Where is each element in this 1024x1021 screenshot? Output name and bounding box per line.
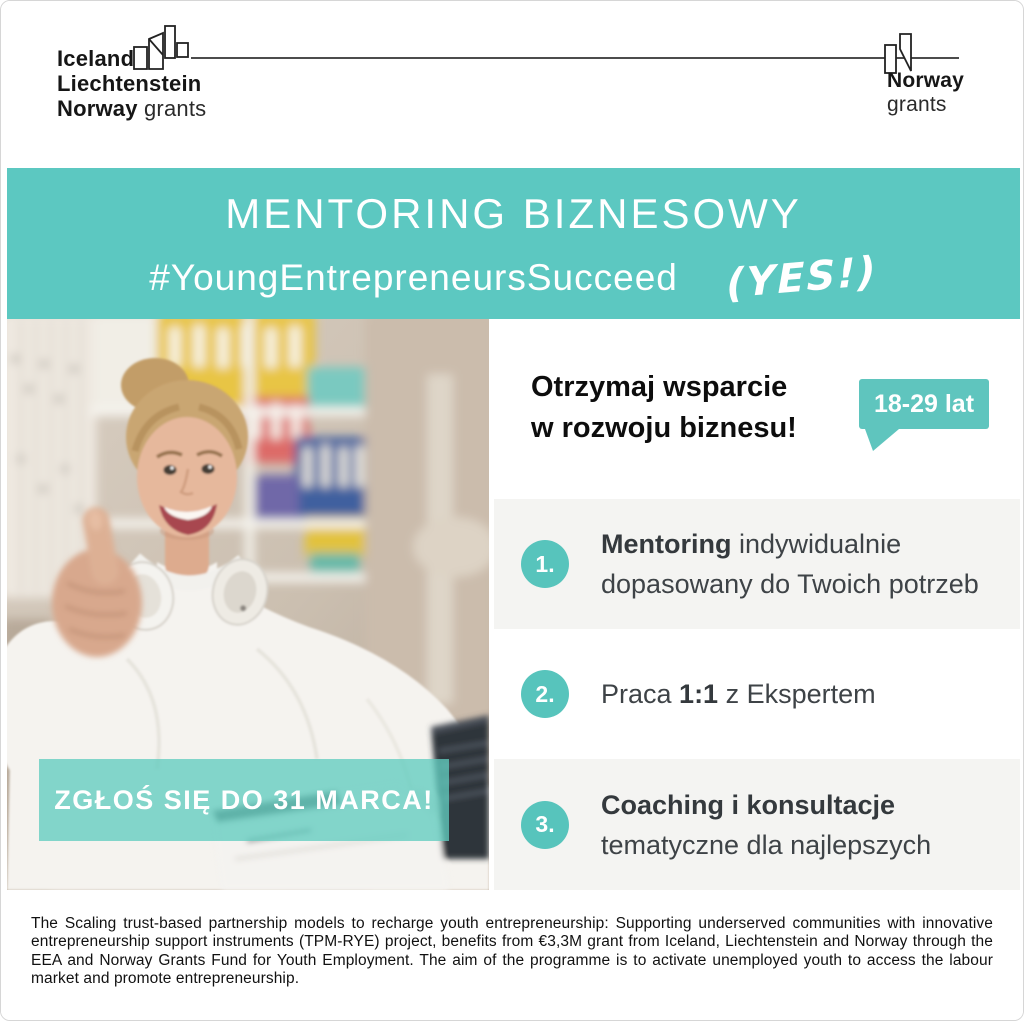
item-number-badge: 2. bbox=[521, 670, 569, 718]
poster-title: MENTORING BIZNESOWY bbox=[225, 190, 802, 237]
footer-disclaimer: The Scaling trust-based partnership models to recharge youth entrepreneurship: Supporting underserved communities with innovative entrepreneurship support instruments (TPM-RYE) project, benefits from €3,3M grant from Iceland, Liechtenstein and Norway through the EEA and Norway Grants Fund for Youth Employment. The aim of the programme is to activate unemployed youth to access the labour market and promote entrepreneurship. bbox=[31, 915, 993, 987]
deadline-banner: ZGŁOŚ SIĘ DO 31 MARCA! bbox=[39, 759, 449, 841]
heading-line-2: w rozwoju biznesu! bbox=[531, 412, 797, 444]
heading-line-1: Otrzymaj wsparcie bbox=[531, 371, 788, 403]
header-logos bbox=[1, 1, 1023, 168]
benefit-text: Praca 1:1 z Ekspertem bbox=[601, 679, 876, 709]
footer bbox=[1, 890, 1023, 1020]
eea-grants-wordmark bbox=[57, 46, 206, 121]
item-number-badge: 3. bbox=[521, 801, 569, 849]
panel-heading-block bbox=[494, 319, 1020, 499]
benefits-panel bbox=[494, 319, 1020, 890]
benefit-item-1 bbox=[494, 499, 1020, 629]
logo-line: Liechtenstein bbox=[57, 71, 202, 96]
benefit-item-2 bbox=[494, 629, 1020, 759]
promo-photo bbox=[7, 319, 489, 890]
poster-subtitle bbox=[149, 248, 878, 308]
title-banner bbox=[7, 168, 1020, 319]
benefit-text: Mentoring indywidualnie dopasowany do Twoich potrzeb bbox=[601, 529, 979, 599]
logo-line: grants bbox=[887, 93, 947, 116]
logo-line: Norway grants bbox=[57, 96, 207, 121]
norway-grants-wordmark bbox=[887, 69, 964, 117]
logo-line: Iceland bbox=[57, 46, 135, 71]
item-number-badge: 1. bbox=[521, 540, 569, 588]
logo-connector-line bbox=[191, 57, 959, 59]
logo-line: Norway bbox=[887, 69, 965, 92]
yes-handwritten-label: (YES!) bbox=[725, 248, 878, 308]
benefit-text: Coaching i konsultacje tematyczne dla najlepszych bbox=[601, 789, 932, 860]
panel-heading bbox=[531, 367, 797, 449]
age-badge: 18-29 lat bbox=[859, 379, 989, 429]
benefit-item-3 bbox=[494, 759, 1020, 890]
hashtag: #YoungEntrepreneursSucceed bbox=[149, 257, 678, 298]
